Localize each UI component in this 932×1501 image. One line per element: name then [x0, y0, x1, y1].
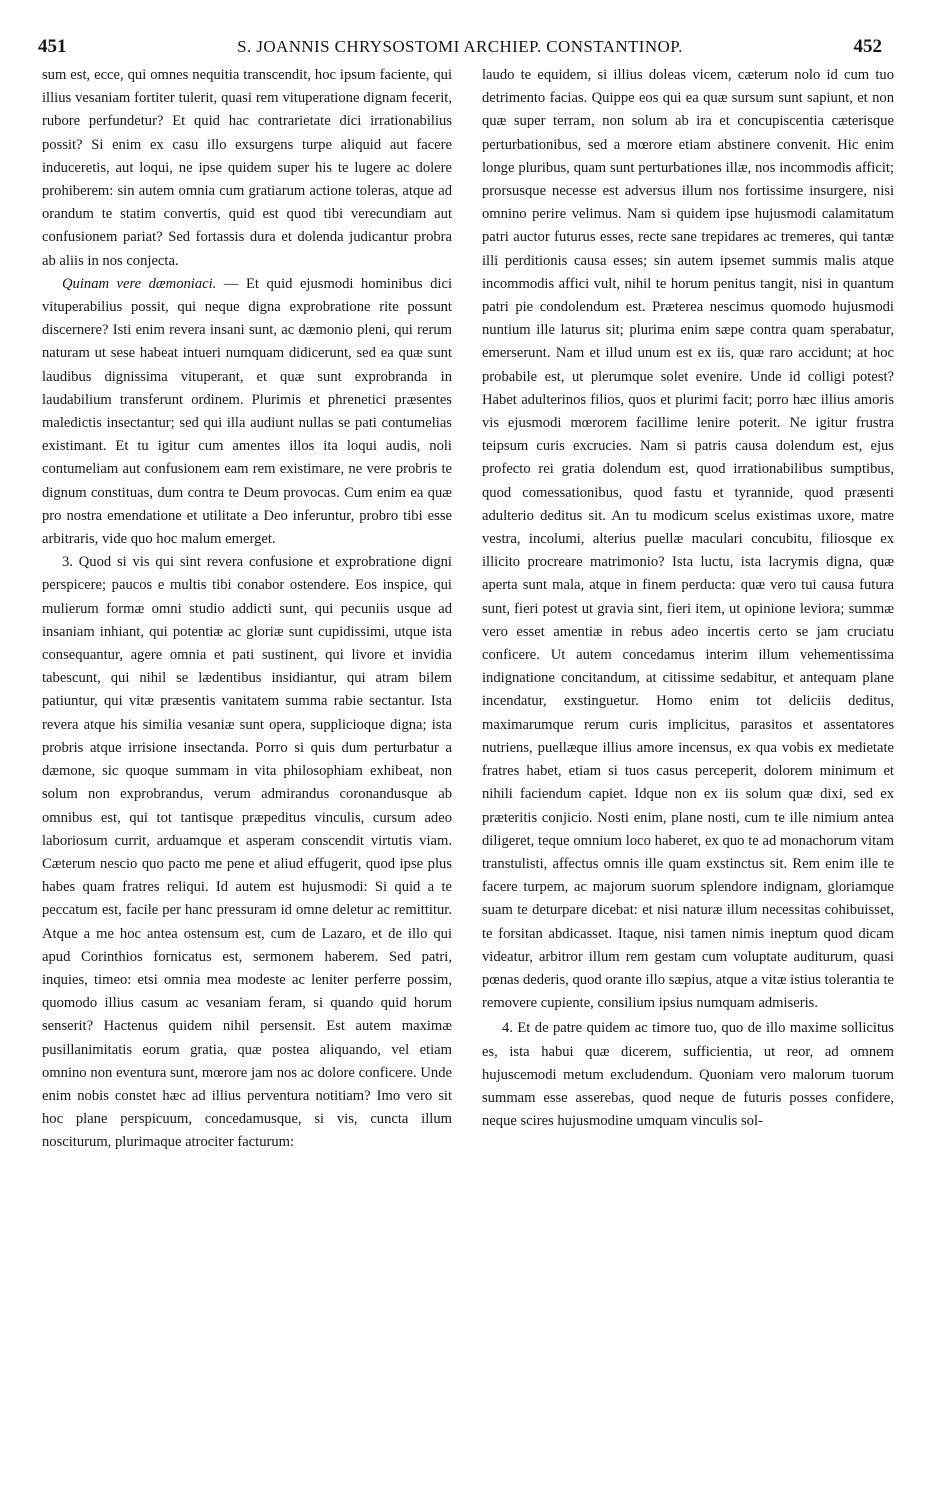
section-paragraph	[42, 273, 452, 551]
section-heading: Quinam vere dæmoniaci.	[62, 275, 217, 292]
left-page-number: 451	[38, 36, 67, 57]
right-column	[482, 64, 894, 1133]
paragraph: laudo te equidem, si illius doleas vicem, cæterum nolo id cum tuo detrimento facias. Quippe eos qui ea quæ sursum sunt sapiunt, et non quæ super terram, non solum ab ira et concupiscentia cæterisque perturbationibus, sed a mœrore etiam abstinere convenit. Hic enim longe pluribus, quam sunt perturbationes illæ, nos incommodis afficit; prorsusque necesse est adversus illum nos fortissime insurgere, nisi omnino perire velimus. Nam si quidem ipse hujusmodi calamitatum patri auctor futurus esses, recte sane trepidares ac tremeres, qui tantæ illi perditionis causa esses; sin autem ipsemet summis malis atque incommodis affici vult, nihil te horum penitus tangit, nisi in quantum patri pie condolendum est. Præterea nescimus quomodo hujusmodi nuntium ille laturus sit; plurima enim sæpe contra quam sperabatur, emerserunt. Nam et illud unum est ex iis, quæ raro accidunt; at hoc probabile est, ut plerumque solet evenire. Unde id colligi potest? Habet adulterinos filios, quos et plurimi facit; porro hæc illius amoris vis ejusmodi mœrorem facillime lenire poterit. Ne igitur frustra teipsum curis excrucies. Nam si patris causa dolendum est, ejus profecto rei gratia dolendum est, quod irrationabilibus sumptibus, quod comessationibus, quod fastu et tyrannide, quod præsenti adulterio deditus sit. An tu modicum scelus existimas uxore, matre vestra, incolumi, alterius puellæ maculari concubitu, filiosque ex illicito procreare matrimonio? Ista luctu, ista lacrymis digna, quæ aperta sunt mala, atque in finem perducta: quæ vero tui causa futura sunt, fieri potest ut gravia sint, fieri item, ut opinione leviora; summæ vero esset amentiæ in rebus adeo incertis certo se jam cruciatu conficere. Ut autem concedamus interim illum vehementissima indignatione concitandum, at citissime sedabitur, et antequam plane incendatur, exstinguetur. Homo enim tot deliciis deditus, maximarumque rerum curis implicitus, parasitos et assentatores nutriens, puellæque illius amore incensus, ex qua vobis ex medietate fratres habet, etiam si tuos casus perceperit, dolorem minimum et nihili faciendum capiet. Idque non ex iis solum quæ dixi, sed ex præteritis conjicio. Nosti enim, plane nosti, cum te ille nimium antea diligeret, teque omnium loco haberet, ex quo te ad monachorum vitam transtulisti, affectus omnis ille quam exstinctus sit. Rem enim ille te facere turpem, ac majorum suorum splendore indignam, gloriamque suam te deturpare dicebat: et nisi naturæ illum necessitas cohibuisset, te forsitan abdicasset. Itaque, nisi tamen nimis ineptum quod dicam videatur, arbitror illum rem gestam cum voluptate auditurum, quasi pœnas dederis, quod orante illo sæpius, atque a vitæ istius tolerantia te removere cupiente, consilium ipsius numquam admiseris.	[482, 67, 894, 1012]
left-column	[42, 64, 452, 1155]
paragraph-numbered: 4. Et de patre quidem ac timore tuo, quo de illo maxime sollicitus es, ista habui quæ dicerem, sufficientia, ut reor, ad omnem hujuscemodi metum excludendum. Quoniam vero malorum tuorum summam esse asserebas, quod neque de futuris posses confidere, neque scires hujusmodine umquam vinculis sol-	[482, 1020, 894, 1130]
paragraph-numbered: 3. Quod si vis qui sint revera confusione et exprobratione digni perspicere; paucos e multis tibi conabor ostendere. Eos inspice, qui mulierum formæ omni studio addicti sunt, qui pecuniis usque ad insaniam inhiant, qui potentiæ ac gloriæ sunt cupidissimi, utque ista consequantur, agere omnia et pati sustinent, qui livore et invidia tabescunt, qui nihil se lædentibus insidiantur, qui atram bilem patiuntur, qui vitæ præsentis vanitatem summa rabie sectantur. Ista revera atque his similia vesaniæ sunt opera, supplicioque digna; ista probris atque irrisione insectanda. Porro si quis dum perturbatur a dæmone, sic quoque summam in vita philosophiam exhibeat, non solum non exprobrandus, verum admirandus coronandusque ab omnibus est, qui tot tantisque præpeditus vinculis, cursum adeo laboriosum currit, arduamque et asperam conscendit virtutis viam. Cæterum nescio quo pacto me pene et aliud effugerit, quod ipse plus habes quam fratres reliqui. Id autem est hujusmodi: Si quid a te peccatum est, facile per hanc pressuram id omne deletur ac remittitur. Atque a me hoc antea ostensum est, cum de Lazaro, et de illo qui apud Corinthios fornicatus est, sermonem haberem. Sed patri, inquies, timeo: etsi omnia mea modeste ac leniter perferre possim, quomodo illius casum ac vesaniam feram, si quando quid horum senserit? Hactenus quidem nihil persensit. Est autem maximæ pusillanimitatis eorum gratia, quæ postea aliquando, vel etiam omnino non eventura sunt, mœrore jam nos ac dolore conficere. Unde enim nobis constet hæc ad illius perventura notitiam? Imo vero sit hoc plane perspicuum, concedamusque, si vis, cuncta illum nosciturum, plurimaque atrociter facturum:	[42, 554, 452, 1151]
right-page-number: 452	[853, 36, 882, 57]
running-title: S. JOANNIS CHRYSOSTOMI ARCHIEP. CONSTANTINOP.	[237, 37, 683, 56]
paragraph-text: — Et quid ejusmodi hominibus dici vituperabilius possit, qui neque digna exprobratione rite possunt discernere? Isti enim revera insani sunt, ac dæmonio pleni, qui rerum naturam ut sese habeat intueri numquam didicerunt, sed ea quæ sunt laudibus dignissima vituperant, et quæ sunt exprobranda in laudabilium transferunt ordinem. Plurimis et phrenetici præsentes maledictis insectantur; sed qui illa audiunt nullas se pati contumelias existimant. Et tu igitur cum amentes illos ita loqui audis, noli contumeliam aut confusionem eam rem existimare, ne vere probris te dignum constituas, dum contra te Deum provocas. Cum enim ea quæ pro nostra emendatione et utilitate a Deo inferuntur, probro tibi esse arbitraris, vide quo hoc malum emerget.	[42, 275, 452, 548]
paragraph: sum est, ecce, qui omnes nequitia transcendit, hoc ipsum faciente, qui illius vesaniam fortiter tulerit, quasi rem vituperatione dignam fecerit, rubore perfundetur? Et quid hac contrarietate dici irrationabilius possit? Si enim ex casu illo exsurgens turpe aliquid aut facere induceretis, aut loqui, ne ipse quidem super his te lugere ac dolere prohiberem: sin autem omnia cum gratiarum actione toleras, atque ad orandum te statim convertis, quid est quod tibi verecundiam aut confusionem pariat? Sed fortassis dura et dolenda judicantur probra ab aliis in nos conjecta.	[42, 67, 452, 269]
page-header	[38, 33, 882, 61]
